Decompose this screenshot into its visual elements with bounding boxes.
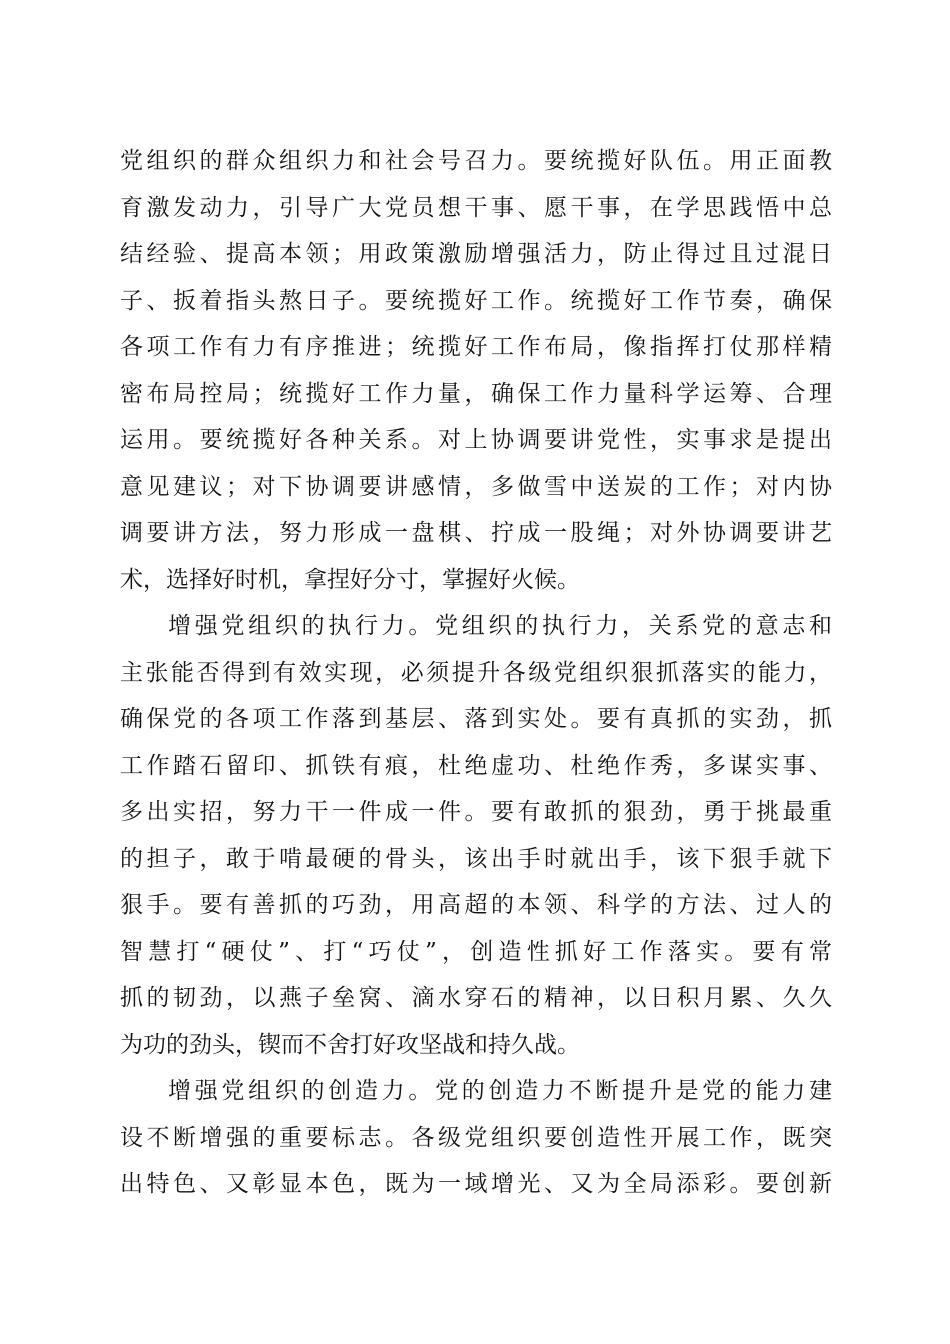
text-line: 多出实招，努力干一件成一件。要有敢抓的狠劲，勇于挑最重 (120, 799, 832, 825)
text-line: 术，选择好时机，拿捏好分寸，掌握好火候。 (120, 566, 580, 593)
text-line: 设不断增强的重要标志。各级党组织要创造性开展工作，既突 (120, 1124, 832, 1151)
text-line: 的担子，敢于啃最硬的骨头，该出手时就出手，该下狠手就下 (120, 845, 832, 872)
document-body (120, 138, 832, 1208)
text-line: 确保党的各项工作落到基层、落到实处。要有真抓的实劲，抓 (120, 706, 832, 732)
text-line: 狠手。要有善抓的巧劲，用高超的本领、科学的方法、过人的 (120, 892, 832, 918)
text-line: 调要讲方法，努力形成一盘棋、拧成一股绳；对外协调要讲艺 (120, 520, 832, 546)
text-line: 运用。要统揽好各种关系。对上协调要讲党性，实事求是提出 (120, 427, 832, 453)
paragraph-1 (120, 138, 832, 603)
text-line: 结经验、提高本领；用政策激励增强活力，防止得过且过混日 (120, 241, 832, 267)
paragraph-2 (120, 603, 832, 1068)
text-line: 密布局控局；统揽好工作力量，确保工作力量科学运筹、合理 (120, 380, 832, 407)
text-line: 育激发动力，引导广大党员想干事、愿干事，在学思践悟中总 (120, 194, 832, 221)
text-line: 工作踏石留印、抓铁有痕，杜绝虚功、杜绝作秀，多谋实事、 (120, 752, 832, 779)
text-line: 增强党组织的创造力。党的创造力不断提升是党的能力建 (168, 1078, 832, 1104)
text-line: 为功的劲头，锲而不舍打好攻坚战和持久战。 (120, 1031, 580, 1058)
paragraph-3 (120, 1068, 832, 1208)
text-line: 子、扳着指头熬日子。要统揽好工作。统揽好工作节奏，确保 (120, 287, 832, 314)
text-line: 智慧打“硬仗”、打“巧仗”，创造性抓好工作落实。要有常 (120, 938, 832, 965)
text-line: 党组织的群众组织力和社会号召力。要统揽好队伍。用正面教 (120, 148, 832, 174)
text-line: 增强党组织的执行力。党组织的执行力，关系党的意志和 (168, 613, 832, 639)
text-line: 主张能否得到有效实现，必须提升各级党组织狠抓落实的能力， (120, 659, 832, 686)
text-line: 抓的韧劲，以燕子垒窝、滴水穿石的精神，以日积月累、久久 (120, 985, 832, 1011)
text-line: 出特色、又彰显本色，既为一域增光、又为全局添彩。要创新 (120, 1171, 832, 1197)
text-line: 各项工作有力有序推进；统揽好工作布局，像指挥打仗那样精 (120, 334, 832, 360)
text-line: 意见建议；对下协调要讲感情，多做雪中送炭的工作；对内协 (120, 473, 832, 500)
